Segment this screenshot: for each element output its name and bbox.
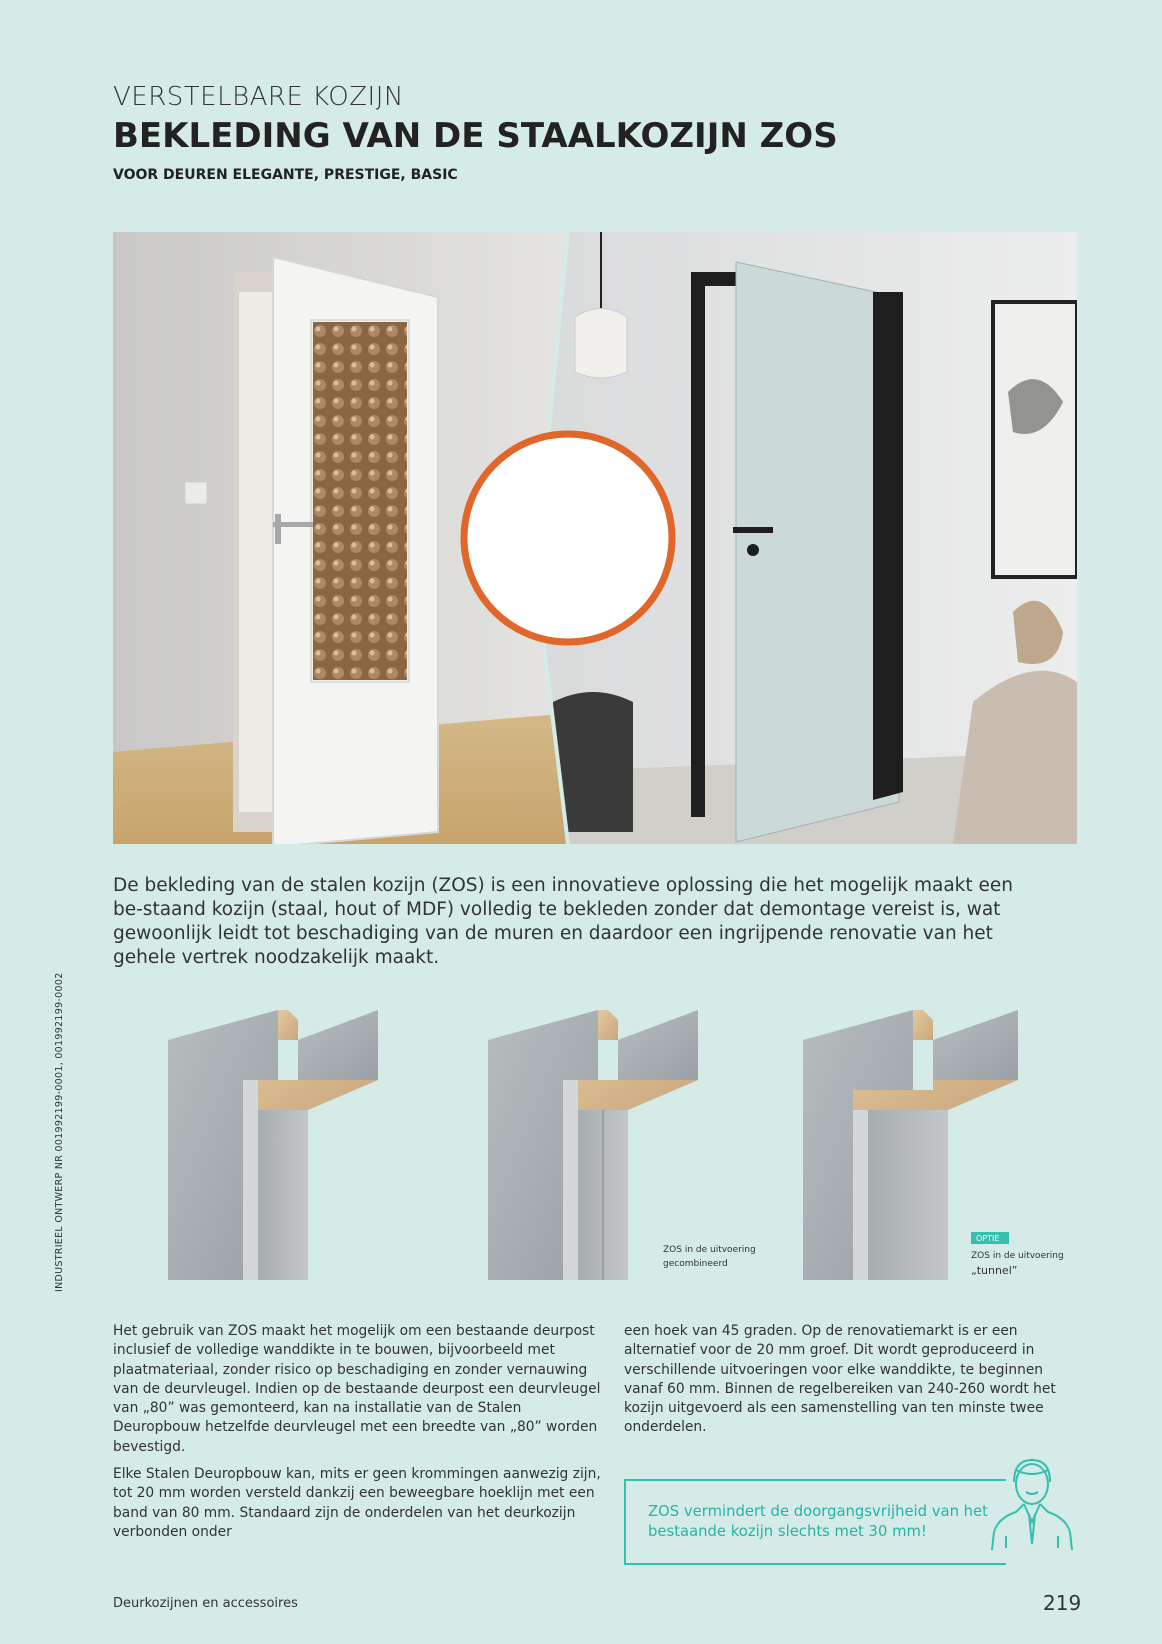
callout-text: ZOS vermindert de doorgangsvrijheid van het bestaande kozijn slechts met 30 mm!: [648, 1503, 988, 1540]
page-subtitle: VOOR DEUREN ELEGANTE, PRESTIGE, BASIC: [113, 167, 458, 183]
page-number: 219: [1043, 1591, 1082, 1615]
supertitle: VERSTELBARE KOZIJN: [113, 82, 404, 112]
frame-profile-illustrations: [113, 980, 1077, 1310]
profile-combined-caption-line2: gecombineerd: [663, 1259, 728, 1269]
body-paragraph: een hoek van 45 graden. Op de renovatiemarkt is er een alternatief voor de 20 mm groef. Dit wordt geproduceerd in verschillende uitvoeringen voor elke wanddikte, te beginnen vanaf 60 mm. Binnen de regelbereiken van 240-260 wordt het kozijn uitgevoerd als een samenstelling van ten minste twee onderdelen.: [624, 1323, 1056, 1436]
frame-profiles: [113, 980, 1077, 1310]
profile-combined-caption-line1: ZOS in de uitvoering: [663, 1245, 756, 1255]
intro-paragraph: De bekleding van de stalen kozijn (ZOS) is een innovatieve oplossing die het mogelijk maakt een be-staand kozijn (staal, hout of MDF) volledig te bekleden zonder dat demontage vereist is, wat gewoonlijk leidt tot beschadiging van de muren en daardoor een ingrijpende renovatie van het gehele vertrek noodzakelijk maakt.: [113, 875, 1014, 968]
footer-section: Deurkozijnen en accessoires: [113, 1596, 298, 1611]
body-paragraph: Het gebruik van ZOS maakt het mogelijk om een bestaande deurpost inclusief de volledige wanddikte in te bouwen, bijvoorbeeld met plaatmateriaal, zonder risico op beschadiging en zonder vernauwing van de deurvleugel. Indien op de bestaande deurpost een deurvleugel van „80” was gemonteerd, kan na installatie van de Stalen Deuropbouw hetzelfde deurvleugel met een breedte van „80” worden bevestigd.: [113, 1323, 601, 1455]
body-column-left: [113, 1322, 603, 1550]
hero-photo: [113, 232, 1077, 844]
profile-tunnel-caption-line2: „tunnel”: [971, 1264, 1018, 1277]
option-badge-label: OPTIE: [976, 1234, 1000, 1243]
profile-combined: [488, 1010, 698, 1280]
profile-tunnel-caption-line1: ZOS in de uitvoering: [971, 1251, 1064, 1261]
page-title: BEKLEDING VAN DE STAALKOZIJN ZOS: [113, 116, 838, 156]
advisor-icon: [986, 1452, 1078, 1556]
profile-standard: [168, 1010, 378, 1280]
body-column-right: [624, 1322, 1069, 1446]
hero-illustration: [113, 232, 1077, 844]
body-paragraph: Elke Stalen Deuropbouw kan, mits er geen krommingen aanwezig zijn, tot 20 mm worden versteld dankzij een beweegbare hoeklijn met een band van 80 mm. Standaard zijn de onderdelen van het deurkozijn verbonden onder: [113, 1466, 601, 1540]
design-registration-note: INDUSTRIEEL ONTWERP NR 001992199-0001, 001992199-0002: [54, 972, 65, 1292]
zos-highlight-circle: [464, 434, 672, 642]
